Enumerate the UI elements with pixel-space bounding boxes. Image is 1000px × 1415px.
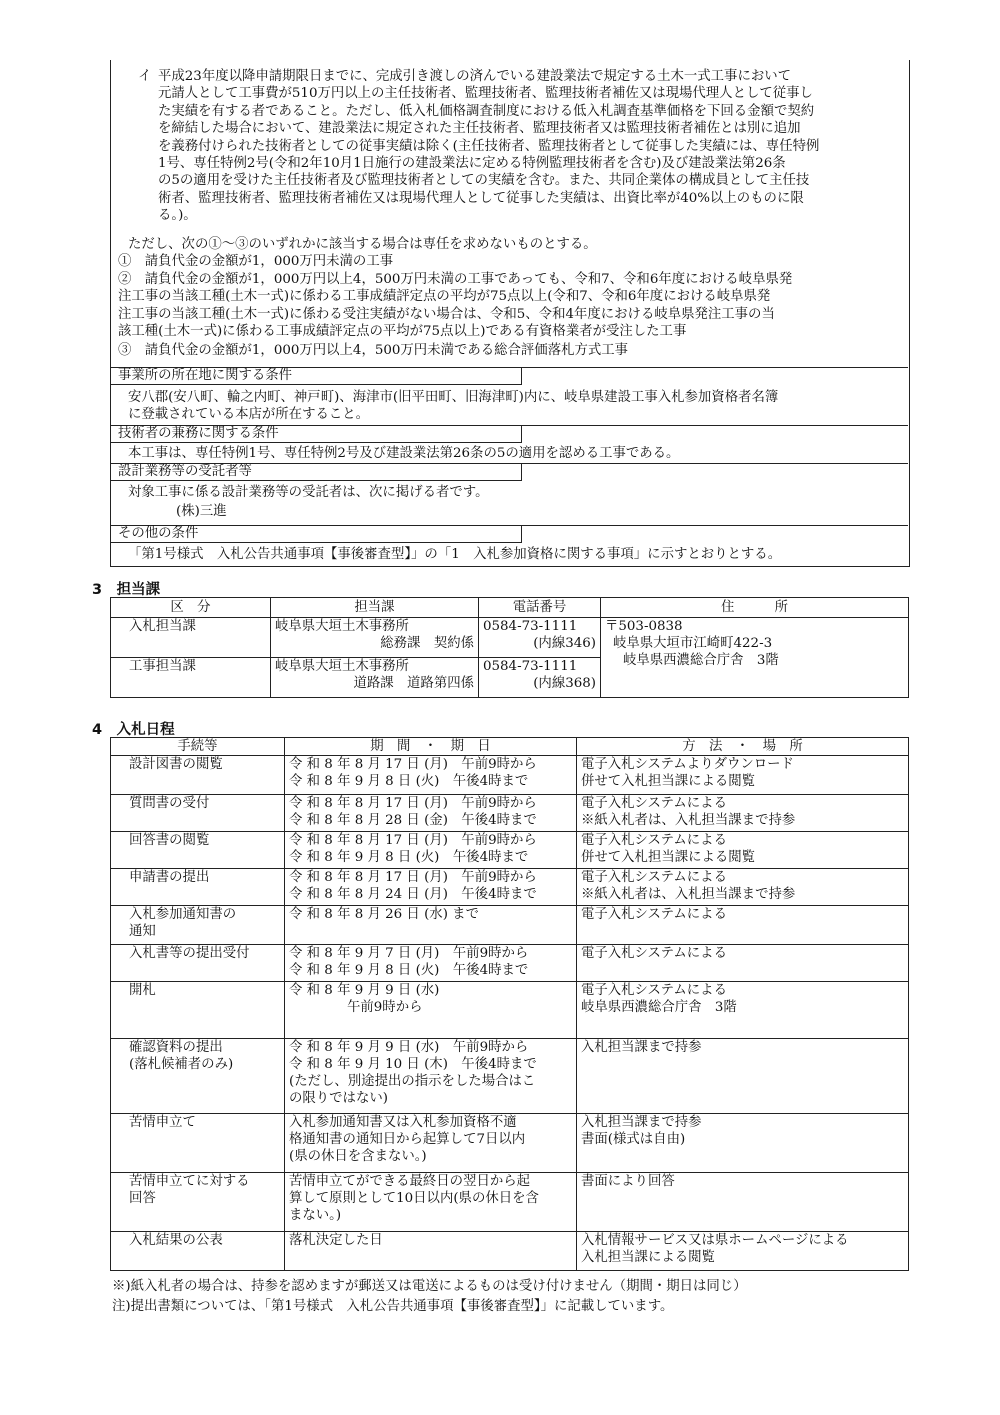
contact-header-row — [111, 598, 909, 618]
postal-code: 〒503-0838 — [605, 619, 683, 634]
period-cell-line: 令 和 8 年 9 月 10 日 (木) 午後4時まで — [289, 1057, 537, 1072]
method-cell — [577, 795, 909, 832]
procedure-cell-line: 入札結果の公表 — [129, 1233, 223, 1248]
period-cell-line: 令 和 8 年 9 月 9 日 (水) 午前9時から — [289, 1040, 529, 1055]
method-cell-line: 書面により回答 — [581, 1174, 675, 1189]
period-cell-line: 格通知書の通知日から起算して7日以内 — [289, 1132, 526, 1147]
concurrent-text: 本工事は、専任特例1号、専任特例2号及び建設業法第26条の5の適用を認める工事である。 — [128, 446, 680, 461]
method-cell — [577, 906, 909, 945]
section-3-heading: 3 担当課 — [92, 582, 161, 598]
period-cell — [285, 795, 577, 832]
method-cell — [577, 1039, 909, 1114]
schedule-row — [111, 1173, 909, 1232]
period-cell — [285, 945, 577, 982]
office-cell: 岐阜県大垣土木事務所 総務課 契約係 — [271, 618, 479, 658]
period-cell — [285, 1232, 577, 1271]
period-cell-line: 令 和 8 年 9 月 8 日 (火) 午後4時まで — [289, 774, 529, 789]
procedure-cell — [111, 832, 285, 869]
location-heading: 事業所の所在地に関する条件 — [118, 368, 293, 383]
schedule-row — [111, 982, 909, 1039]
location-line: に登載されている本店が所在すること。 — [128, 407, 370, 422]
address-cell — [601, 618, 909, 698]
note-documents: 注)提出書類については、「第1号様式 入札公告共通事項【事後審査型】」に記載しています。 — [112, 1299, 674, 1314]
section-4-heading: 4 入札日程 — [92, 722, 175, 738]
method-cell-line: 電子入札システムによる — [581, 983, 727, 998]
method-cell-line: 入札担当課による閲覧 — [581, 1250, 715, 1265]
procedure-cell — [111, 1232, 285, 1271]
period-cell-line: 令 和 8 年 8 月 17 日 (月) 午前9時から — [289, 796, 537, 811]
period-cell-line: 令 和 8 年 8 月 26 日 (水) まで — [289, 907, 479, 922]
period-cell-line: 令 和 8 年 8 月 17 日 (月) 午前9時から — [289, 757, 537, 772]
procedure-cell-line: 確認資料の提出 — [129, 1040, 223, 1055]
method-cell — [577, 756, 909, 795]
period-cell-line: の限りではない) — [289, 1091, 388, 1106]
category-cell: 工事担当課 — [111, 658, 271, 698]
procedure-cell-line: (落札候補者のみ) — [129, 1057, 234, 1072]
period-cell-line: (ただし、別途提出の指示をした場合はこ — [289, 1074, 536, 1089]
contact-row — [111, 618, 909, 658]
schedule-row — [111, 756, 909, 795]
procedure-cell-line: 通知 — [129, 924, 156, 939]
method-cell-line: ※紙入札者は、入札担当課まで持参 — [581, 813, 796, 828]
exception-2-line: 注工事の当該工種(土木一式)に係わる工事成績評定点の平均が75点以上(令和7、令和6年度における岐阜県発 — [118, 289, 771, 305]
method-cell-line: 電子入札システムによる — [581, 796, 727, 811]
period-cell — [285, 906, 577, 945]
period-cell — [285, 756, 577, 795]
exception-2-line: 注工事の当該工種(土木一式)に係わる受注実績がない場合は、令和5、令和4年度における岐阜県発注工事の当 — [118, 306, 775, 322]
period-cell-line: 令 和 8 年 8 月 17 日 (月) 午前9時から — [289, 870, 537, 885]
schedule-row — [111, 832, 909, 869]
schedule-row — [111, 1114, 909, 1173]
exception-1: ① 請負代金の金額が1，000万円未満の工事 — [118, 254, 394, 269]
schedule-row — [111, 869, 909, 906]
category-cell: 入札担当課 — [111, 618, 271, 658]
procedure-cell-line: 回答 — [129, 1191, 156, 1206]
period-cell-line: 令 和 8 年 9 月 8 日 (火) 午後4時まで — [289, 963, 529, 978]
location-line: 安八郡(安八町、輪之内町、神戸町)、海津市(旧平田町、旧海津町)内に、岐阜県建設工事入札参加資格者名簿 — [128, 390, 779, 405]
period-cell-line: 算して原則として10日以内(県の休日を含 — [289, 1191, 539, 1206]
schedule-table — [110, 737, 909, 1271]
period-cell — [285, 1114, 577, 1173]
period-cell-line: 令 和 8 年 8 月 17 日 (月) 午前9時から — [289, 833, 537, 848]
item-i-line: を締結した場合において、建設業法に規定された主任技術者、監理技術者又は監理技術者補佐とは別に追加 — [158, 121, 801, 137]
col-header: 期 間 ・ 期 日 — [285, 738, 577, 756]
period-cell-line: 苦情申立てができる最終日の翌日から起 — [289, 1174, 531, 1189]
phone-cell: 0584-73-1111 (内線368) — [479, 658, 601, 698]
method-cell-line: 岐阜県西濃総合庁舎 3階 — [581, 1000, 737, 1015]
procedure-cell-line: 申請書の提出 — [129, 870, 210, 885]
item-i-line: 元請人として工事費が510万円以上の主任技術者、監理技術者、監理技術者補佐又は現場代理人として従事し — [158, 86, 813, 102]
procedure-cell — [111, 1114, 285, 1173]
procedure-cell — [111, 1173, 285, 1232]
item-i-line: る。)。 — [158, 208, 197, 224]
period-cell — [285, 869, 577, 906]
phone-cell: 0584-73-1111 (内線346) — [479, 618, 601, 658]
method-cell-line: ※紙入札者は、入札担当課まで持参 — [581, 887, 796, 902]
method-cell-line: 併せて入札担当課による閲覧 — [581, 850, 756, 865]
schedule-row — [111, 795, 909, 832]
procedure-cell-line: 回答書の閲覧 — [129, 833, 210, 848]
procedure-cell-line: 開札 — [129, 983, 156, 998]
procedure-cell — [111, 982, 285, 1039]
method-cell-line: 入札担当課まで持参 — [581, 1115, 702, 1130]
design-heading: 設計業務等の受託者等 — [118, 464, 252, 479]
other-heading: その他の条件 — [118, 526, 199, 541]
office-cell: 岐阜県大垣土木事務所 道路課 道路第四係 — [271, 658, 479, 698]
exception-2-line: 該工種(土木一式)に係わる工事成績評定点の平均が75点以上)である有資格業者が受注した工事 — [118, 324, 687, 340]
schedule-header-row — [111, 738, 909, 756]
period-cell — [285, 1039, 577, 1114]
note-paper-bid: ※)紙入札者の場合は、持参を認めますが郵送又は電送によるものは受け付けません（期間・期日は同じ） — [112, 1279, 747, 1294]
procedure-cell-line: 設計図書の閲覧 — [129, 757, 223, 772]
procedure-cell-line: 苦情申立て — [129, 1115, 196, 1130]
period-cell-line: 入札参加通知書又は入札参加資格不適 — [289, 1115, 517, 1130]
method-cell — [577, 1173, 909, 1232]
concurrent-heading: 技術者の兼務に関する条件 — [118, 426, 279, 441]
schedule-row — [111, 945, 909, 982]
address-line: 岐阜県西濃総合庁舎 3階 — [623, 653, 779, 668]
procedure-cell — [111, 1039, 285, 1114]
method-cell — [577, 1114, 909, 1173]
method-cell-line: 書面(様式は自由) — [581, 1132, 686, 1147]
schedule-row — [111, 1039, 909, 1114]
col-header: 住 所 — [601, 598, 909, 618]
period-cell-line: 令 和 8 年 9 月 9 日 (水) — [289, 983, 440, 998]
method-cell-line: 併せて入札担当課による閲覧 — [581, 774, 756, 789]
item-i-text — [158, 68, 819, 225]
procedure-cell-line: 入札書等の提出受付 — [129, 946, 250, 961]
procedure-cell — [111, 945, 285, 982]
exception-2-line: ② 請負代金の金額が1，000万円以上4，500万円未満の工事であっても、令和7、令和6年度における岐阜県発 — [118, 272, 793, 287]
method-cell-line: 電子入札システムによる — [581, 946, 727, 961]
period-cell-line: 令 和 8 年 9 月 8 日 (火) 午後4時まで — [289, 850, 529, 865]
period-cell — [285, 1173, 577, 1232]
procedure-cell-line: 苦情申立てに対する — [129, 1174, 250, 1189]
period-cell-line: (県の休日を含まない。) — [289, 1149, 427, 1164]
col-header: 手続等 — [111, 738, 285, 756]
method-cell — [577, 1232, 909, 1271]
method-cell-line: 入札情報サービス又は県ホームページによる — [581, 1233, 849, 1248]
exception-2 — [118, 271, 792, 341]
period-cell-line: 令 和 8 年 9 月 7 日 (月) 午前9時から — [289, 946, 529, 961]
schedule-row — [111, 1232, 909, 1271]
period-cell-line: まない。) — [289, 1208, 342, 1223]
method-cell — [577, 982, 909, 1039]
item-i-line: た実績を有する者であること。ただし、低入札価格調査制度における低入札調査基準価格を下回る金額で契約 — [158, 103, 815, 119]
method-cell-line: 電子入札システムよりダウンロード — [581, 757, 794, 772]
method-cell-line: 電子入札システムによる — [581, 870, 727, 885]
method-cell — [577, 832, 909, 869]
method-cell-line: 電子入札システムによる — [581, 907, 727, 922]
item-i-line: 平成23年度以降申請期限日までに、完成引き渡しの済んでいる建設業法で規定する土木一式工事において — [158, 69, 792, 84]
col-header: 区 分 — [111, 598, 271, 618]
procedure-cell — [111, 795, 285, 832]
item-i-line: の5の適用を受けた主任技術者及び監理技術者としての実績を含む。また、共同企業体の構成員として主任技 — [158, 173, 810, 189]
design-company: (株)三進 — [176, 504, 227, 519]
exception-3: ③ 請負代金の金額が1，000万円以上4，500万円未満である総合評価落札方式工事 — [118, 343, 629, 358]
item-i-line: 術者、監理技術者、監理技術者補佐又は現場代理人として従事した実績は、出資比率が40%以上のものに限 — [158, 190, 804, 206]
period-cell — [285, 982, 577, 1039]
other-text: 「第1号様式 入札公告共通事項【事後審査型】」の「1 入札参加資格に関する事項」に示すとおりとする。 — [128, 547, 782, 562]
period-cell-line: 午前9時から — [347, 1000, 423, 1015]
period-cell — [285, 832, 577, 869]
procedure-cell — [111, 869, 285, 906]
period-cell-line: 令 和 8 年 8 月 24 日 (月) 午後4時まで — [289, 887, 537, 902]
exception-intro: ただし、次の①～③のいずれかに該当する場合は専任を求めないものとする。 — [128, 237, 597, 252]
procedure-cell — [111, 906, 285, 945]
address-line: 岐阜県大垣市江崎町422-3 — [613, 636, 773, 651]
method-cell-line: 電子入札システムによる — [581, 833, 727, 848]
contact-table — [110, 597, 909, 698]
period-cell-line: 令 和 8 年 8 月 28 日 (金) 午後4時まで — [289, 813, 537, 828]
col-header: 担当課 — [271, 598, 479, 618]
col-header: 電話番号 — [479, 598, 601, 618]
procedure-cell-line: 入札参加通知書の — [129, 907, 237, 922]
item-i-line: 1号、専任特例2号(令和2年10月1日施行の建設業法に定める特例監理技術者を含む)及び建設業法第26条 — [158, 156, 786, 172]
item-i-line: を義務付けられた技術者としての従事実績は除く(主任技術者、監理技術者として従事した実績には、専任特例 — [158, 138, 820, 154]
method-cell — [577, 945, 909, 982]
method-cell-line: 入札担当課まで持参 — [581, 1040, 702, 1055]
design-text: 対象工事に係る設計業務等の受託者は、次に掲げる者です。 — [128, 485, 489, 500]
period-cell-line: 落札決定した日 — [289, 1233, 383, 1248]
method-cell — [577, 869, 909, 906]
item-i-marker: イ — [138, 69, 152, 84]
schedule-row — [111, 906, 909, 945]
procedure-cell — [111, 756, 285, 795]
procedure-cell-line: 質問書の受付 — [129, 796, 210, 811]
col-header: 方 法 ・ 場 所 — [577, 738, 909, 756]
